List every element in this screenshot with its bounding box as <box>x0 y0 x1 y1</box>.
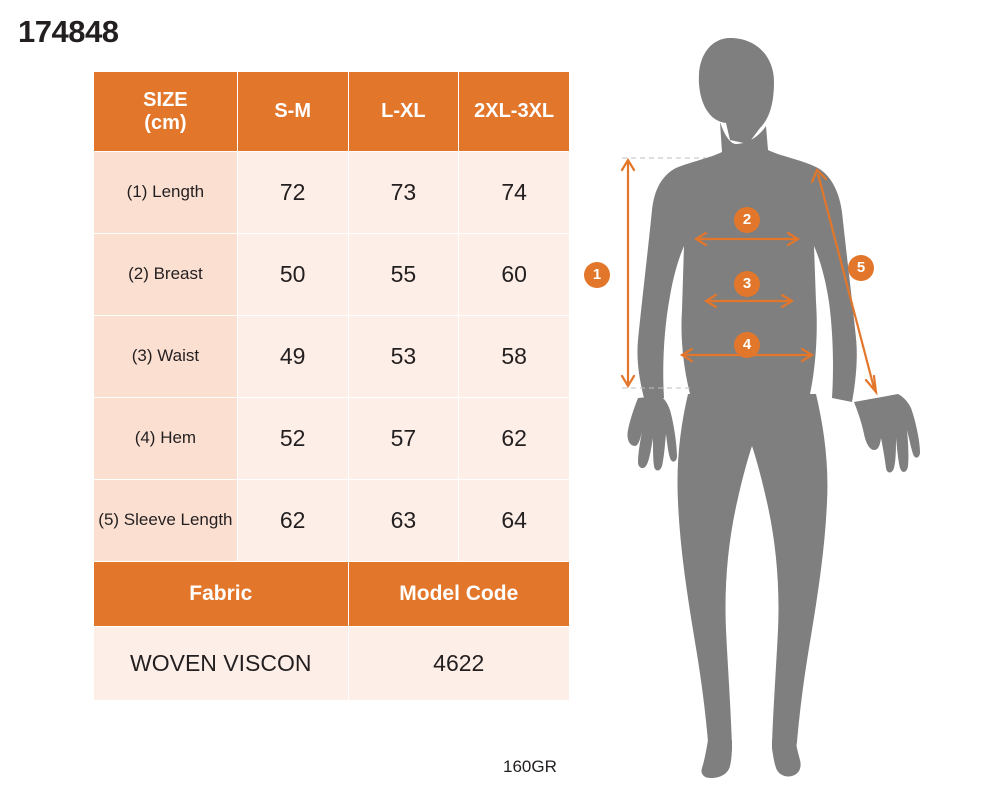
cell-sleeve-l-xl: 63 <box>348 480 459 562</box>
fabric-value-row <box>94 627 570 701</box>
size-table <box>93 71 570 701</box>
model-silhouette-svg <box>580 10 990 790</box>
column-header-l-xl: L-XL <box>348 72 459 152</box>
cell-breast-2xl-3xl: 60 <box>459 234 570 316</box>
column-header-size <box>94 72 238 152</box>
cell-breast-l-xl: 55 <box>348 234 459 316</box>
row-label-hem: (4) Hem <box>94 398 238 480</box>
table-row <box>94 480 570 562</box>
table-row <box>94 398 570 480</box>
badge-3: 3 <box>734 271 760 297</box>
row-label-length: (1) Length <box>94 152 238 234</box>
column-header-size-line2: (cm) <box>144 111 187 134</box>
fabric-header: Fabric <box>94 562 349 627</box>
cell-sleeve-s-m: 62 <box>237 480 348 562</box>
model-code-header: Model Code <box>348 562 569 627</box>
body-silhouette <box>627 38 920 778</box>
cell-hem-2xl-3xl: 62 <box>459 398 570 480</box>
cell-waist-2xl-3xl: 58 <box>459 316 570 398</box>
row-label-breast: (2) Breast <box>94 234 238 316</box>
table-header-row <box>94 72 570 152</box>
badge-1: 1 <box>584 262 610 288</box>
fabric-value: WOVEN VISCON <box>94 627 349 701</box>
badge-2: 2 <box>734 207 760 233</box>
row-label-sleeve-length: (5) Sleeve Length <box>94 480 238 562</box>
cell-length-l-xl: 73 <box>348 152 459 234</box>
product-code: 174848 <box>18 14 119 49</box>
table-row <box>94 316 570 398</box>
cell-hem-s-m: 52 <box>237 398 348 480</box>
badge-5: 5 <box>848 255 874 281</box>
table-header <box>94 72 570 152</box>
cell-sleeve-2xl-3xl: 64 <box>459 480 570 562</box>
table-row <box>94 152 570 234</box>
column-header-s-m: S-M <box>237 72 348 152</box>
cell-waist-s-m: 49 <box>237 316 348 398</box>
fabric-weight-note: 160GR <box>503 757 557 776</box>
cell-length-2xl-3xl: 74 <box>459 152 570 234</box>
model-figure <box>580 10 990 790</box>
cell-hem-l-xl: 57 <box>348 398 459 480</box>
table-body <box>94 152 570 701</box>
cell-waist-l-xl: 53 <box>348 316 459 398</box>
fabric-header-row <box>94 562 570 627</box>
model-code-value: 4622 <box>348 627 569 701</box>
row-label-waist: (3) Waist <box>94 316 238 398</box>
column-header-size-line1: SIZE <box>143 88 188 111</box>
cell-length-s-m: 72 <box>237 152 348 234</box>
cell-breast-s-m: 50 <box>237 234 348 316</box>
table-row <box>94 234 570 316</box>
column-header-2xl-3xl: 2XL-3XL <box>459 72 570 152</box>
badge-4: 4 <box>734 332 760 358</box>
